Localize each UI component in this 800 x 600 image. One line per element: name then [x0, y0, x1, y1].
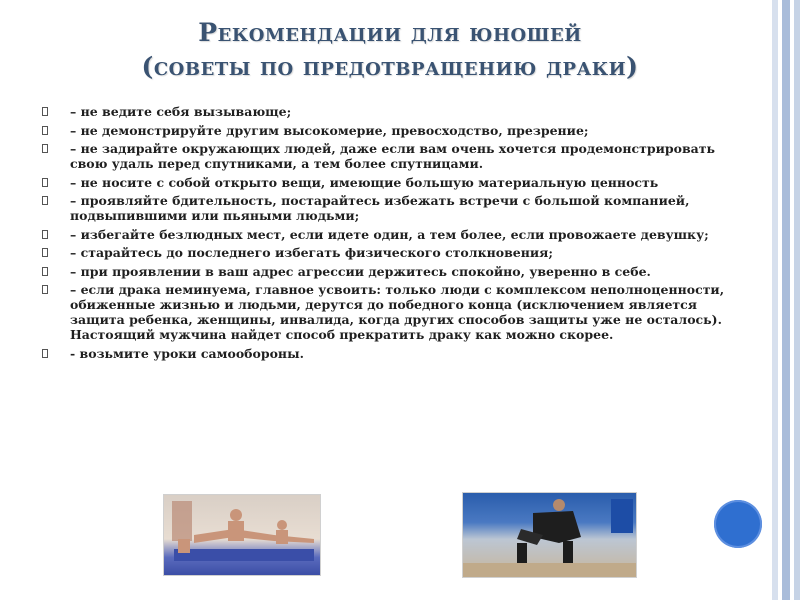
- bullet-list: [40, 104, 740, 361]
- bullet-item: [40, 227, 740, 242]
- bullet-text: – избегайте безлюдных мест, если идете один, а тем более, если провожаете девушку;: [70, 226, 709, 242]
- bullet-text: – проявляйте бдительность, постарайтесь избежать встречи с большой компанией, подвыпившими или пьяными людьми;: [70, 193, 690, 223]
- bullet-text: - возьмите уроки самообороны.: [70, 345, 304, 361]
- bullet-text: – не демонстрируйте другим высокомерие, превосходство, презрение;: [70, 122, 589, 138]
- title-line-1: Рекомендации для юношей: [198, 18, 582, 47]
- bullet-item: [40, 123, 740, 138]
- bullet-item: [40, 346, 740, 361]
- bullet-marker-icon: [42, 144, 48, 153]
- bullet-marker-icon: [42, 107, 48, 116]
- bullet-item: [40, 193, 740, 223]
- bullet-text: – не носите с собой открыто вещи, имеющие большую материальную ценность: [70, 174, 659, 190]
- bullet-marker-icon: [42, 285, 48, 294]
- bullet-item: [40, 282, 740, 342]
- bullet-text: – не задирайте окружающих людей, даже если вам очень хочется продемонстрировать свою удаль перед спутниками, а тем более спутницами.: [70, 141, 715, 171]
- bullet-marker-icon: [42, 248, 48, 257]
- bullet-text: – не ведите себя вызывающе;: [70, 104, 292, 119]
- bullet-marker-icon: [42, 230, 48, 239]
- title-line-2: (советы по предотвращению драки): [141, 52, 639, 81]
- bullet-marker-icon: [42, 126, 48, 135]
- bullet-text: – при проявлении в ваш адрес агрессии держитесь спокойно, уверенно в себе.: [70, 263, 651, 279]
- slide-title: [40, 16, 740, 84]
- bullet-item: [40, 175, 740, 190]
- bullet-marker-icon: [42, 349, 48, 358]
- bullet-item: [40, 264, 740, 279]
- decorative-border: [762, 0, 800, 600]
- sparring-figures-illustration: [463, 493, 636, 577]
- bullet-marker-icon: [42, 267, 48, 276]
- martial-arts-stretching-photo: [163, 494, 321, 576]
- bullet-item: [40, 141, 740, 171]
- stretching-figures-illustration: [164, 495, 320, 575]
- self-defense-training-photo: [462, 492, 637, 578]
- bullet-text: – старайтесь до последнего избегать физического столкновения;: [70, 245, 554, 260]
- bullet-item: [40, 245, 740, 260]
- bullet-text: – если драка неминуема, главное усвоить: только люди с комплексом неполноценности, обиженные жизнью и людьми, дерутся до победного конца (исключением является защита ребенка, женщины, инвалида, когда других способов защиты уже не осталось). Настоящий мужчина найдет способ прекратить драку как можно скорее.: [70, 282, 725, 342]
- bullet-marker-icon: [42, 196, 48, 205]
- bullet-marker-icon: [42, 178, 48, 187]
- bullet-item: [40, 104, 740, 119]
- bullet-list-container: [40, 104, 740, 364]
- decorative-circle: [714, 500, 762, 548]
